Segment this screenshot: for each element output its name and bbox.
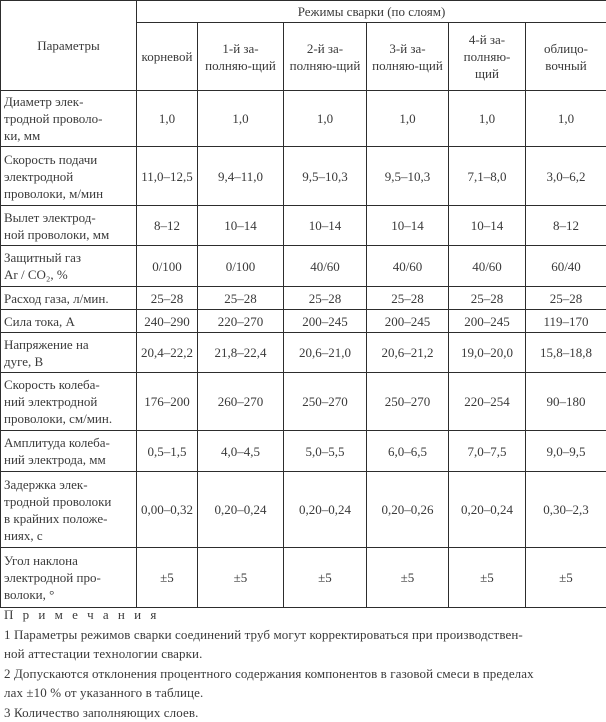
parameter-name-line: ной проволоки, мм — [4, 226, 110, 242]
table-row — [1, 373, 606, 431]
parameter-name-line: волоки, ° — [4, 587, 55, 602]
value-cell: 119–170 — [526, 310, 606, 333]
value-cell: 260–270 — [198, 373, 284, 431]
value-cell: 9,5–10,3 — [284, 147, 367, 206]
parameter-cell — [1, 548, 137, 608]
value-cell: ±5 — [367, 548, 449, 608]
parameter-name-line: дуге, В — [4, 353, 44, 369]
parameter-cell — [1, 333, 137, 373]
parameter-name-line: Скорость подачи — [4, 151, 98, 167]
value-cell: 20,4–22,2 — [137, 333, 198, 373]
layer-column-header — [137, 23, 198, 91]
table-row — [1, 310, 606, 333]
value-cell: 240–290 — [137, 310, 198, 333]
note-line: лах ±10 % от указанного в таблице. — [4, 685, 204, 700]
layer-column-header — [526, 23, 606, 91]
value-cell: 40/60 — [284, 246, 367, 287]
parameter-name-line: Задержка элек- — [4, 476, 88, 492]
value-cell: 25–28 — [137, 287, 198, 310]
value-cell: 11,0–12,5 — [137, 147, 198, 206]
note-item — [4, 664, 604, 703]
parameter-name-line: ний электрода, мм — [4, 452, 106, 467]
parameter-name-line: Расход газа, л/мин. — [4, 290, 109, 306]
layer-column-header-line: щий — [418, 57, 443, 73]
layer-column-header-line: полняю- — [463, 49, 511, 64]
value-cell: 25–28 — [198, 287, 284, 310]
parameter-name-line: Защитный газ — [4, 250, 82, 265]
parameter-name-line: электродной про- — [4, 570, 101, 585]
value-cell: 8–12 — [526, 206, 606, 246]
layer-column-header-line: щий — [336, 57, 361, 73]
params-header: Параметры — [1, 1, 137, 91]
layer-column-header-line: полняю- — [372, 57, 419, 73]
notes-list — [4, 625, 604, 722]
parameter-cell — [1, 310, 137, 333]
value-cell: 25–28 — [526, 287, 606, 310]
value-cell: 25–28 — [367, 287, 449, 310]
value-cell: 21,8–22,4 — [198, 333, 284, 373]
value-cell: 1,0 — [367, 91, 449, 147]
table-row — [1, 147, 606, 206]
parameter-name-line: Диаметр элек- — [4, 94, 84, 109]
value-cell: 19,0–20,0 — [449, 333, 526, 373]
parameter-name-line: электродной — [4, 168, 74, 184]
layer-column-header — [367, 23, 449, 91]
value-cell: 220–270 — [198, 310, 284, 333]
layer-column-header-text — [370, 40, 445, 74]
parameter-name-line: Напряжение на — [4, 336, 89, 352]
value-cell: 25–28 — [284, 287, 367, 310]
layer-column-header-line: вочный — [545, 57, 587, 73]
value-cell: 6,0–6,5 — [367, 431, 449, 472]
parameter-name-line: Угол наклона — [4, 553, 78, 568]
value-cell: 0/100 — [198, 246, 284, 287]
modes-header: Режимы сварки (по слоям) — [137, 1, 606, 23]
value-cell: 0/100 — [137, 246, 198, 287]
table-row — [1, 287, 606, 310]
value-cell: 0,20–0,24 — [284, 472, 367, 548]
layer-column-header-line: 2-й за- — [306, 40, 344, 56]
parameter-cell — [1, 147, 137, 206]
value-cell: 90–180 — [526, 373, 606, 431]
layer-column-header-text — [287, 40, 363, 74]
value-cell: 4,0–4,5 — [198, 431, 284, 472]
parameter-name-line: Скорость колеба- — [4, 377, 100, 392]
value-cell: 250–270 — [367, 373, 449, 431]
parameter-name-line: ниях, с — [4, 527, 43, 543]
value-cell: 200–245 — [449, 310, 526, 333]
parameter-cell — [1, 287, 137, 310]
value-cell: ±5 — [198, 548, 284, 608]
value-cell: 200–245 — [367, 310, 449, 333]
value-cell: 40/60 — [449, 246, 526, 287]
value-cell: 1,0 — [526, 91, 606, 147]
value-cell: 0,20–0,24 — [449, 472, 526, 548]
value-cell: 9,0–9,5 — [526, 431, 606, 472]
parameter-name-line: Ar / CO₂, % — [4, 267, 68, 282]
value-cell: 1,0 — [284, 91, 367, 147]
note-line: 1 Параметры режимов сварки соединений труб могут корректироваться при производствен- — [4, 626, 523, 642]
parameter-name-line: в крайних положе- — [4, 510, 108, 526]
value-cell: 176–200 — [137, 373, 198, 431]
value-cell: 1,0 — [449, 91, 526, 147]
table-row — [1, 431, 606, 472]
table-row — [1, 206, 606, 246]
value-cell: 0,30–2,3 — [526, 472, 606, 548]
value-cell: 200–245 — [284, 310, 367, 333]
value-cell: 8–12 — [137, 206, 198, 246]
table-row — [1, 91, 606, 147]
layer-column-header-text — [201, 40, 280, 74]
value-cell: 9,4–11,0 — [198, 147, 284, 206]
value-cell: 9,5–10,3 — [367, 147, 449, 206]
value-cell: 40/60 — [367, 246, 449, 287]
notes-block — [4, 605, 604, 722]
layer-column-header-line: корневой — [141, 49, 193, 64]
value-cell: 0,20–0,24 — [198, 472, 284, 548]
value-cell: 3,0–6,2 — [526, 147, 606, 206]
parameter-cell — [1, 246, 137, 287]
layer-column-header-line: 3-й за- — [389, 40, 426, 56]
parameter-name-line: ний электродной — [4, 394, 98, 409]
parameter-cell — [1, 431, 137, 472]
layer-column-header-line: щий — [251, 57, 276, 73]
value-cell: 60/40 — [526, 246, 606, 287]
value-cell: ±5 — [449, 548, 526, 608]
note-line: 3 Количество заполняющих слоев. — [4, 704, 199, 720]
table-row — [1, 246, 606, 287]
value-cell: 20,6–21,0 — [284, 333, 367, 373]
value-cell: 10–14 — [284, 206, 367, 246]
value-cell: 5,0–5,5 — [284, 431, 367, 472]
layer-column-header-line: облицо- — [543, 40, 589, 56]
value-cell: ±5 — [284, 548, 367, 608]
layer-column-header — [449, 23, 526, 91]
layer-column-header — [198, 23, 284, 91]
parameter-name-line: проволоки, см/мин. — [4, 411, 113, 426]
value-cell: 25–28 — [449, 287, 526, 310]
value-cell: 220–254 — [449, 373, 526, 431]
parameter-name-line: тродной проволоки — [4, 493, 112, 509]
value-cell: 15,8–18,8 — [526, 333, 606, 373]
value-cell: 20,6–21,2 — [367, 333, 449, 373]
table-row — [1, 548, 606, 608]
note-line: ной аттестации технологии сварки. — [4, 646, 203, 661]
value-cell: ±5 — [137, 548, 198, 608]
layer-column-header — [284, 23, 367, 91]
parameter-cell — [1, 206, 137, 246]
value-cell: 250–270 — [284, 373, 367, 431]
layer-column-header-text — [142, 48, 193, 65]
table-row — [1, 333, 606, 373]
parameter-name-line: Сила тока, А — [4, 313, 75, 329]
value-cell: 0,5–1,5 — [137, 431, 198, 472]
value-cell: 0,20–0,26 — [367, 472, 449, 548]
note-line: 2 Допускаются отклонения процентного содержания компонентов в газовой смеси в пределах — [4, 665, 534, 681]
value-cell: 1,0 — [137, 91, 198, 147]
value-cell: 10–14 — [367, 206, 449, 246]
note-item — [4, 703, 604, 722]
value-cell: 10–14 — [198, 206, 284, 246]
value-cell: 7,0–7,5 — [449, 431, 526, 472]
layer-column-header-line: щий — [475, 66, 499, 81]
parameter-cell — [1, 373, 137, 431]
layer-column-header-line: полняю- — [205, 57, 252, 73]
parameter-name-line: Вылет электрод- — [4, 209, 96, 225]
value-cell: 0,00–0,32 — [137, 472, 198, 548]
notes-title: П р и м е ч а н и я — [4, 607, 160, 622]
layer-column-header-line: 1-й за- — [222, 40, 259, 56]
note-item — [4, 625, 604, 664]
layer-column-header-line: 4-й за- — [468, 32, 506, 47]
table-body — [1, 91, 606, 608]
parameter-cell — [1, 91, 137, 147]
parameter-name-line: проволоки, м/мин — [4, 185, 104, 201]
parameter-cell — [1, 472, 137, 548]
parameter-name-line: тродной проволо- — [4, 111, 103, 126]
value-cell: 7,1–8,0 — [449, 147, 526, 206]
layer-column-header-text — [529, 40, 603, 74]
value-cell: ±5 — [526, 548, 606, 608]
parameter-name-line: ки, мм — [4, 128, 41, 143]
layer-column-header-text — [452, 31, 522, 82]
table-row — [1, 472, 606, 548]
parameter-name-line: Амплитуда колеба- — [4, 435, 110, 450]
value-cell: 10–14 — [449, 206, 526, 246]
layer-column-header-line: полняю- — [289, 57, 337, 73]
value-cell: 1,0 — [198, 91, 284, 147]
